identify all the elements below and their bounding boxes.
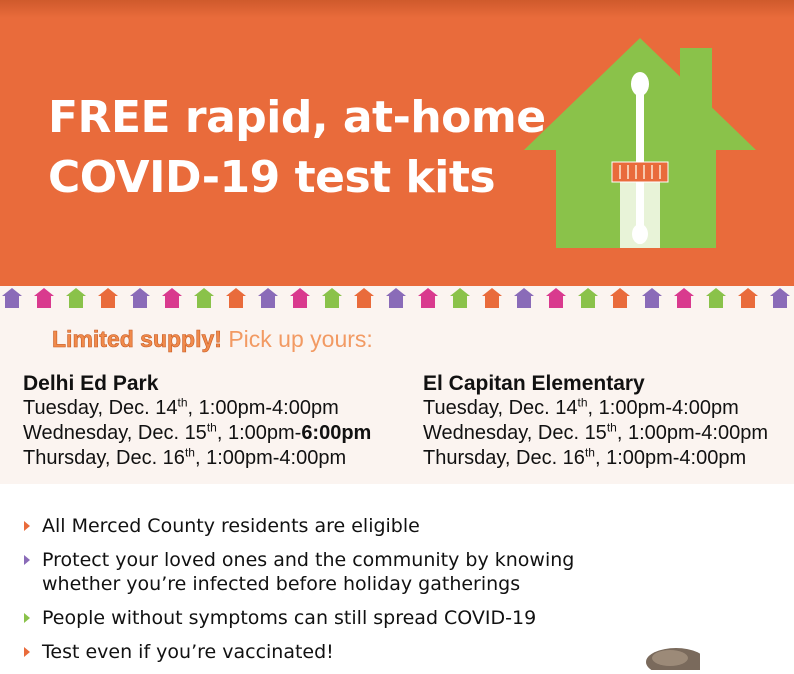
- eligibility-list: [20, 514, 574, 674]
- pick-up-label: Pick up yours:: [221, 326, 373, 352]
- list-item: People without symptoms can still spread COVID-19: [20, 606, 574, 630]
- list-item: Test even if you’re vaccinated!: [20, 640, 574, 664]
- list-item: All Merced County residents are eligible: [20, 514, 574, 538]
- bullet-arrow-icon: [24, 555, 30, 565]
- bullet-arrow-icon: [24, 647, 30, 657]
- swab-tip-top: [631, 72, 649, 96]
- bullet-arrow-icon: [24, 613, 30, 623]
- site-el-capitan-elementary: [423, 371, 768, 471]
- supply-callout: [52, 326, 373, 353]
- schedule-line: Tuesday, Dec. 14th, 1:00pm-4:00pm: [23, 395, 339, 419]
- schedule-line: Wednesday, Dec. 15th, 1:00pm-6:00pm: [23, 420, 372, 444]
- row-of-small-houses-decoration: [0, 286, 794, 314]
- bullet-arrow-icon: [24, 521, 30, 531]
- schedule-line: Tuesday, Dec. 14th, 1:00pm-4:00pm: [423, 395, 739, 419]
- schedule-line: Thursday, Dec. 16th, 1:00pm-4:00pm: [423, 445, 747, 469]
- site-delhi-ed-park: [23, 371, 371, 471]
- house-chimney: [680, 48, 712, 108]
- photo-corner-image: [640, 640, 700, 670]
- swab-tip-bottom: [632, 224, 648, 244]
- schedule-line: Wednesday, Dec. 15th, 1:00pm-4:00pm: [423, 420, 769, 444]
- page-headline: [48, 88, 546, 208]
- headline-line-1: FREE rapid, at-home: [48, 92, 546, 143]
- extended-hours: 6:00pm: [301, 422, 372, 444]
- headline-line-2: COVID-19 test kits: [48, 152, 496, 203]
- house-with-test-swab-icon: [520, 36, 760, 252]
- site-name: El Capitan Elementary: [423, 372, 645, 395]
- limited-supply-label: Limited supply!: [52, 326, 222, 352]
- site-name: Delhi Ed Park: [23, 372, 159, 395]
- schedule-line: Thursday, Dec. 16th, 1:00pm-4:00pm: [23, 445, 347, 469]
- list-item: Protect your loved ones and the community by knowing whether you’re infected before holiday gatherings: [20, 548, 574, 596]
